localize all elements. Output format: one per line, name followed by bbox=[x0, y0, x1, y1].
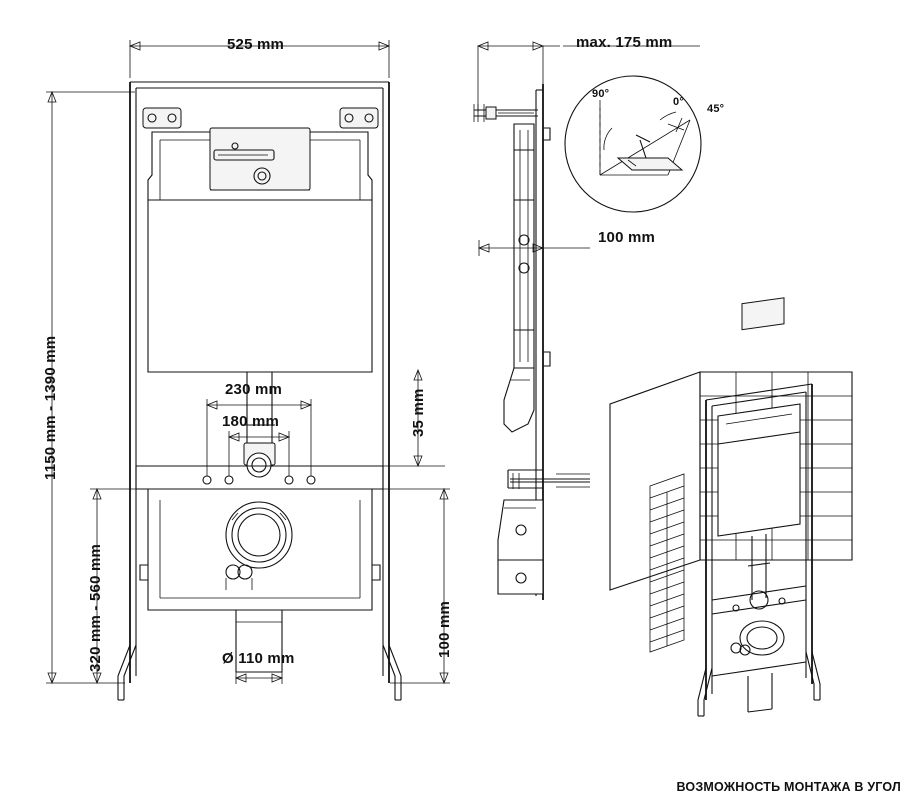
dim-label-depth-max: max. 175 mm bbox=[576, 34, 673, 51]
dim-label-height-range-low: 320 mm - 560 mm bbox=[87, 543, 104, 672]
angle-label-0: 0° bbox=[673, 96, 684, 108]
dim-label-height-range: 1150 mm - 1390 mm bbox=[42, 335, 59, 480]
dim-label-offset-35: 35 mm bbox=[410, 388, 427, 437]
corner-view-group bbox=[610, 298, 852, 716]
dim-label-bolt-spacing-outer: 230 mm bbox=[225, 381, 283, 398]
dim-label-outlet-diameter: Ø 110 mm bbox=[222, 650, 295, 667]
dim-label-width-total: 525 mm bbox=[227, 36, 285, 53]
dim-label-offset-100: 100 mm bbox=[436, 600, 453, 658]
dim-label-bolt-spacing-inner: 180 mm bbox=[222, 413, 280, 430]
footer-note: ВОЗМОЖНОСТЬ МОНТАЖА В УГОЛ bbox=[676, 780, 901, 794]
angle-label-45: 45° bbox=[707, 103, 725, 115]
angle-label-90: 90° bbox=[592, 88, 610, 100]
dim-label-depth-100: 100 mm bbox=[598, 229, 656, 246]
front-view-group bbox=[46, 40, 450, 700]
